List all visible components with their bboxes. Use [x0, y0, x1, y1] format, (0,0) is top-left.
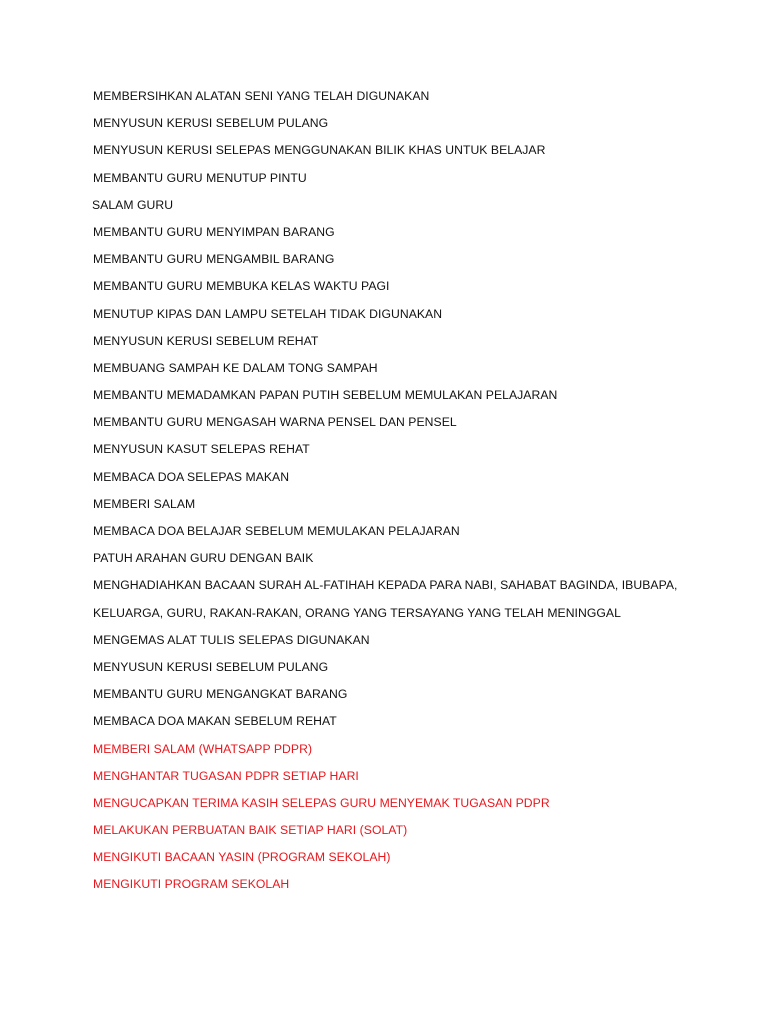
list-line: MENYUSUN KERUSI SEBELUM PULANG — [93, 116, 329, 131]
list-line: MEMBERI SALAM — [93, 496, 196, 511]
list-line: MEMBACA DOA SELEPAS MAKAN — [93, 469, 290, 484]
list-line: MEMBERSIHKAN ALATAN SENI YANG TELAH DIGUNAKAN — [93, 89, 430, 103]
list-line: MENUTUP KIPAS DAN LAMPU SETELAH TIDAK DIGUNAKAN — [93, 306, 443, 321]
activity-list — [93, 86, 733, 902]
list-line: MEMBANTU GURU MENYIMPAN BARANG — [93, 224, 335, 239]
list-line: MEMBACA DOA BELAJAR SEBELUM MEMULAKAN PELAJARAN — [93, 524, 460, 538]
list-line: MENYUSUN KERUSI SEBELUM PULANG — [93, 659, 329, 674]
highlighted-list-line: MENGIKUTI PROGRAM SEKOLAH — [93, 877, 290, 892]
highlighted-list-line: MENGUCAPKAN TERIMA KASIH SELEPAS GURU MENYEMAK TUGASAN PDPR — [93, 795, 550, 810]
list-line: PATUH ARAHAN GURU DENGAN BAIK — [93, 551, 314, 566]
highlighted-list-line: MENGHANTAR TUGASAN PDPR SETIAP HARI — [93, 768, 359, 783]
list-line: MEMBANTU GURU MENUTUP PINTU — [93, 170, 307, 185]
highlighted-list-line: MENGIKUTI BACAAN YASIN (PROGRAM SEKOLAH) — [93, 850, 391, 865]
list-line: KELUARGA, GURU, RAKAN-RAKAN, ORANG YANG TERSAYANG YANG TELAH MENINGGAL — [93, 605, 621, 620]
list-line: MENYUSUN KERUSI SELEPAS MENGGUNAKAN BILIK KHAS UNTUK BELAJAR — [93, 143, 546, 158]
highlighted-list-line: MELAKUKAN PERBUATAN BAIK SETIAP HARI (SOLAT) — [93, 823, 408, 838]
list-line: MENYUSUN KASUT SELEPAS REHAT — [93, 442, 310, 457]
list-line: MENGHADIAHKAN BACAAN SURAH AL-FATIHAH KEPADA PARA NABI, SAHABAT BAGINDA, IBUBAPA, — [93, 578, 678, 593]
highlighted-list-line: MEMBERI SALAM (WHATSAPP PDPR) — [93, 741, 313, 756]
list-line: MEMBANTU GURU MEMBUKA KELAS WAKTU PAGI — [93, 279, 390, 294]
list-line: MENGEMAS ALAT TULIS SELEPAS DIGUNAKAN — [93, 632, 370, 647]
list-line: SALAM GURU — [92, 197, 174, 212]
list-line: MEMBANTU GURU MENGAMBIL BARANG — [93, 252, 335, 267]
list-line: MEMBUANG SAMPAH KE DALAM TONG SAMPAH — [93, 360, 378, 375]
list-line: MENYUSUN KERUSI SEBELUM REHAT — [93, 333, 319, 348]
list-line: MEMBANTU GURU MENGANGKAT BARANG — [93, 687, 348, 702]
list-line: MEMBACA DOA MAKAN SEBELUM REHAT — [93, 714, 337, 729]
list-line: MEMBANTU MEMADAMKAN PAPAN PUTIH SEBELUM MEMULAKAN PELAJARAN — [93, 388, 558, 403]
list-line: MEMBANTU GURU MENGASAH WARNA PENSEL DAN PENSEL — [93, 415, 457, 430]
